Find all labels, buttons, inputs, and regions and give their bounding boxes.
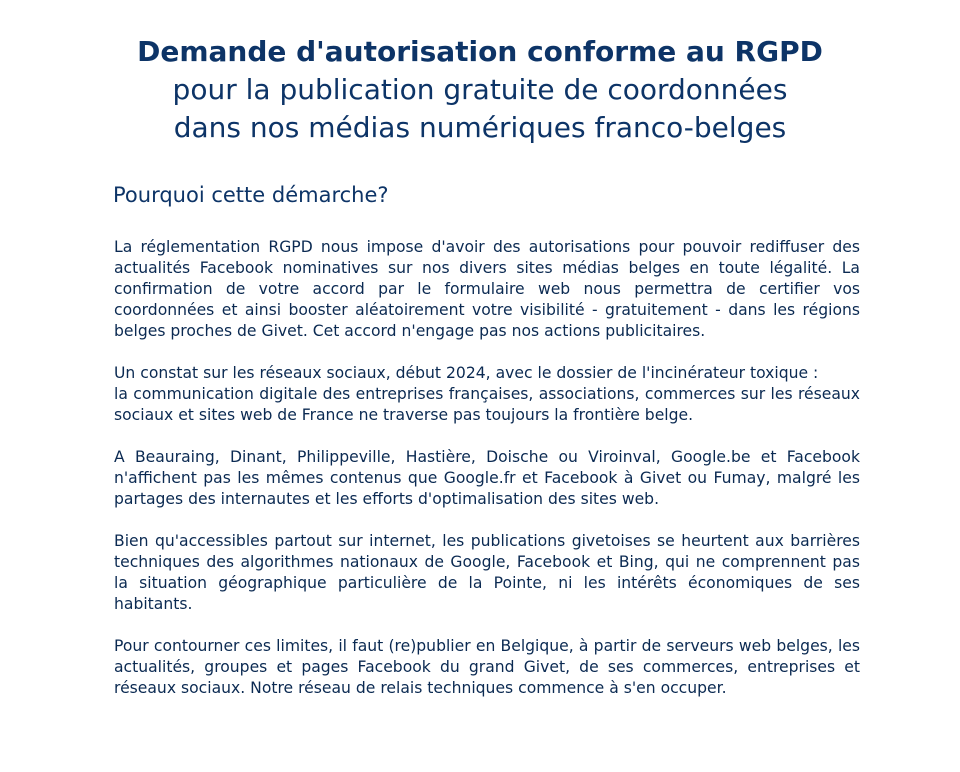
- paragraph-rgpd: La réglementation RGPD nous impose d'avoir des autorisations pour pouvoir rediffuser des actualités Facebook nominatives sur nos divers sites médias belges en toute légalité. La confirmation de votre accord par le formulaire web nous permettra de certifier vos coordonnées et ainsi booster aléatoirement votre visibilité - gratuitement - dans les régions belges proches de Givet. Cet accord n'engage pas nos actions publicitaires.: [114, 238, 860, 340]
- paragraph-constat-lead: Un constat sur les réseaux sociaux, début 2024, avec le dossier de l'incinérateur toxique :: [114, 364, 819, 382]
- paragraph-constat: [114, 363, 860, 426]
- title-line-1: Demande d'autorisation conforme au RGPD: [137, 35, 823, 68]
- body-text: [114, 237, 860, 720]
- paragraph-algorithmes: Bien qu'accessibles partout sur internet, les publications givetoises se heurtent aux barrières techniques des algorithmes nationaux de Google, Facebook et Bing, qui ne comprennent pas la situation géographique particulière de la Pointe, ni les intérêts économiques de ses habitants.: [114, 532, 860, 613]
- title-line-3: dans nos médias numériques franco-belges: [173, 111, 787, 144]
- page-title: [0, 33, 960, 147]
- paragraph-villes: A Beauraing, Dinant, Philippeville, Hastière, Doische ou Viroinval, Google.be et Facebook n'affichent pas les mêmes contenus que Google.fr et Facebook à Givet ou Fumay, malgré les partages des internautes et les efforts d'optimalisation des sites web.: [114, 448, 860, 508]
- paragraph-solution: Pour contourner ces limites, il faut (re)publier en Belgique, à partir de serveurs web belges, les actualités, groupes et pages Facebook du grand Givet, de ses commerces, entreprises et réseaux sociaux. Notre réseau de relais techniques commence à s'en occuper.: [114, 637, 860, 697]
- paragraph-constat-text: la communication digitale des entreprises françaises, associations, commerces sur les réseaux sociaux et sites web de France ne traverse pas toujours la frontière belge.: [114, 385, 860, 424]
- section-heading: Pourquoi cette démarche?: [113, 183, 389, 207]
- title-line-2: pour la publication gratuite de coordonnées: [172, 73, 788, 106]
